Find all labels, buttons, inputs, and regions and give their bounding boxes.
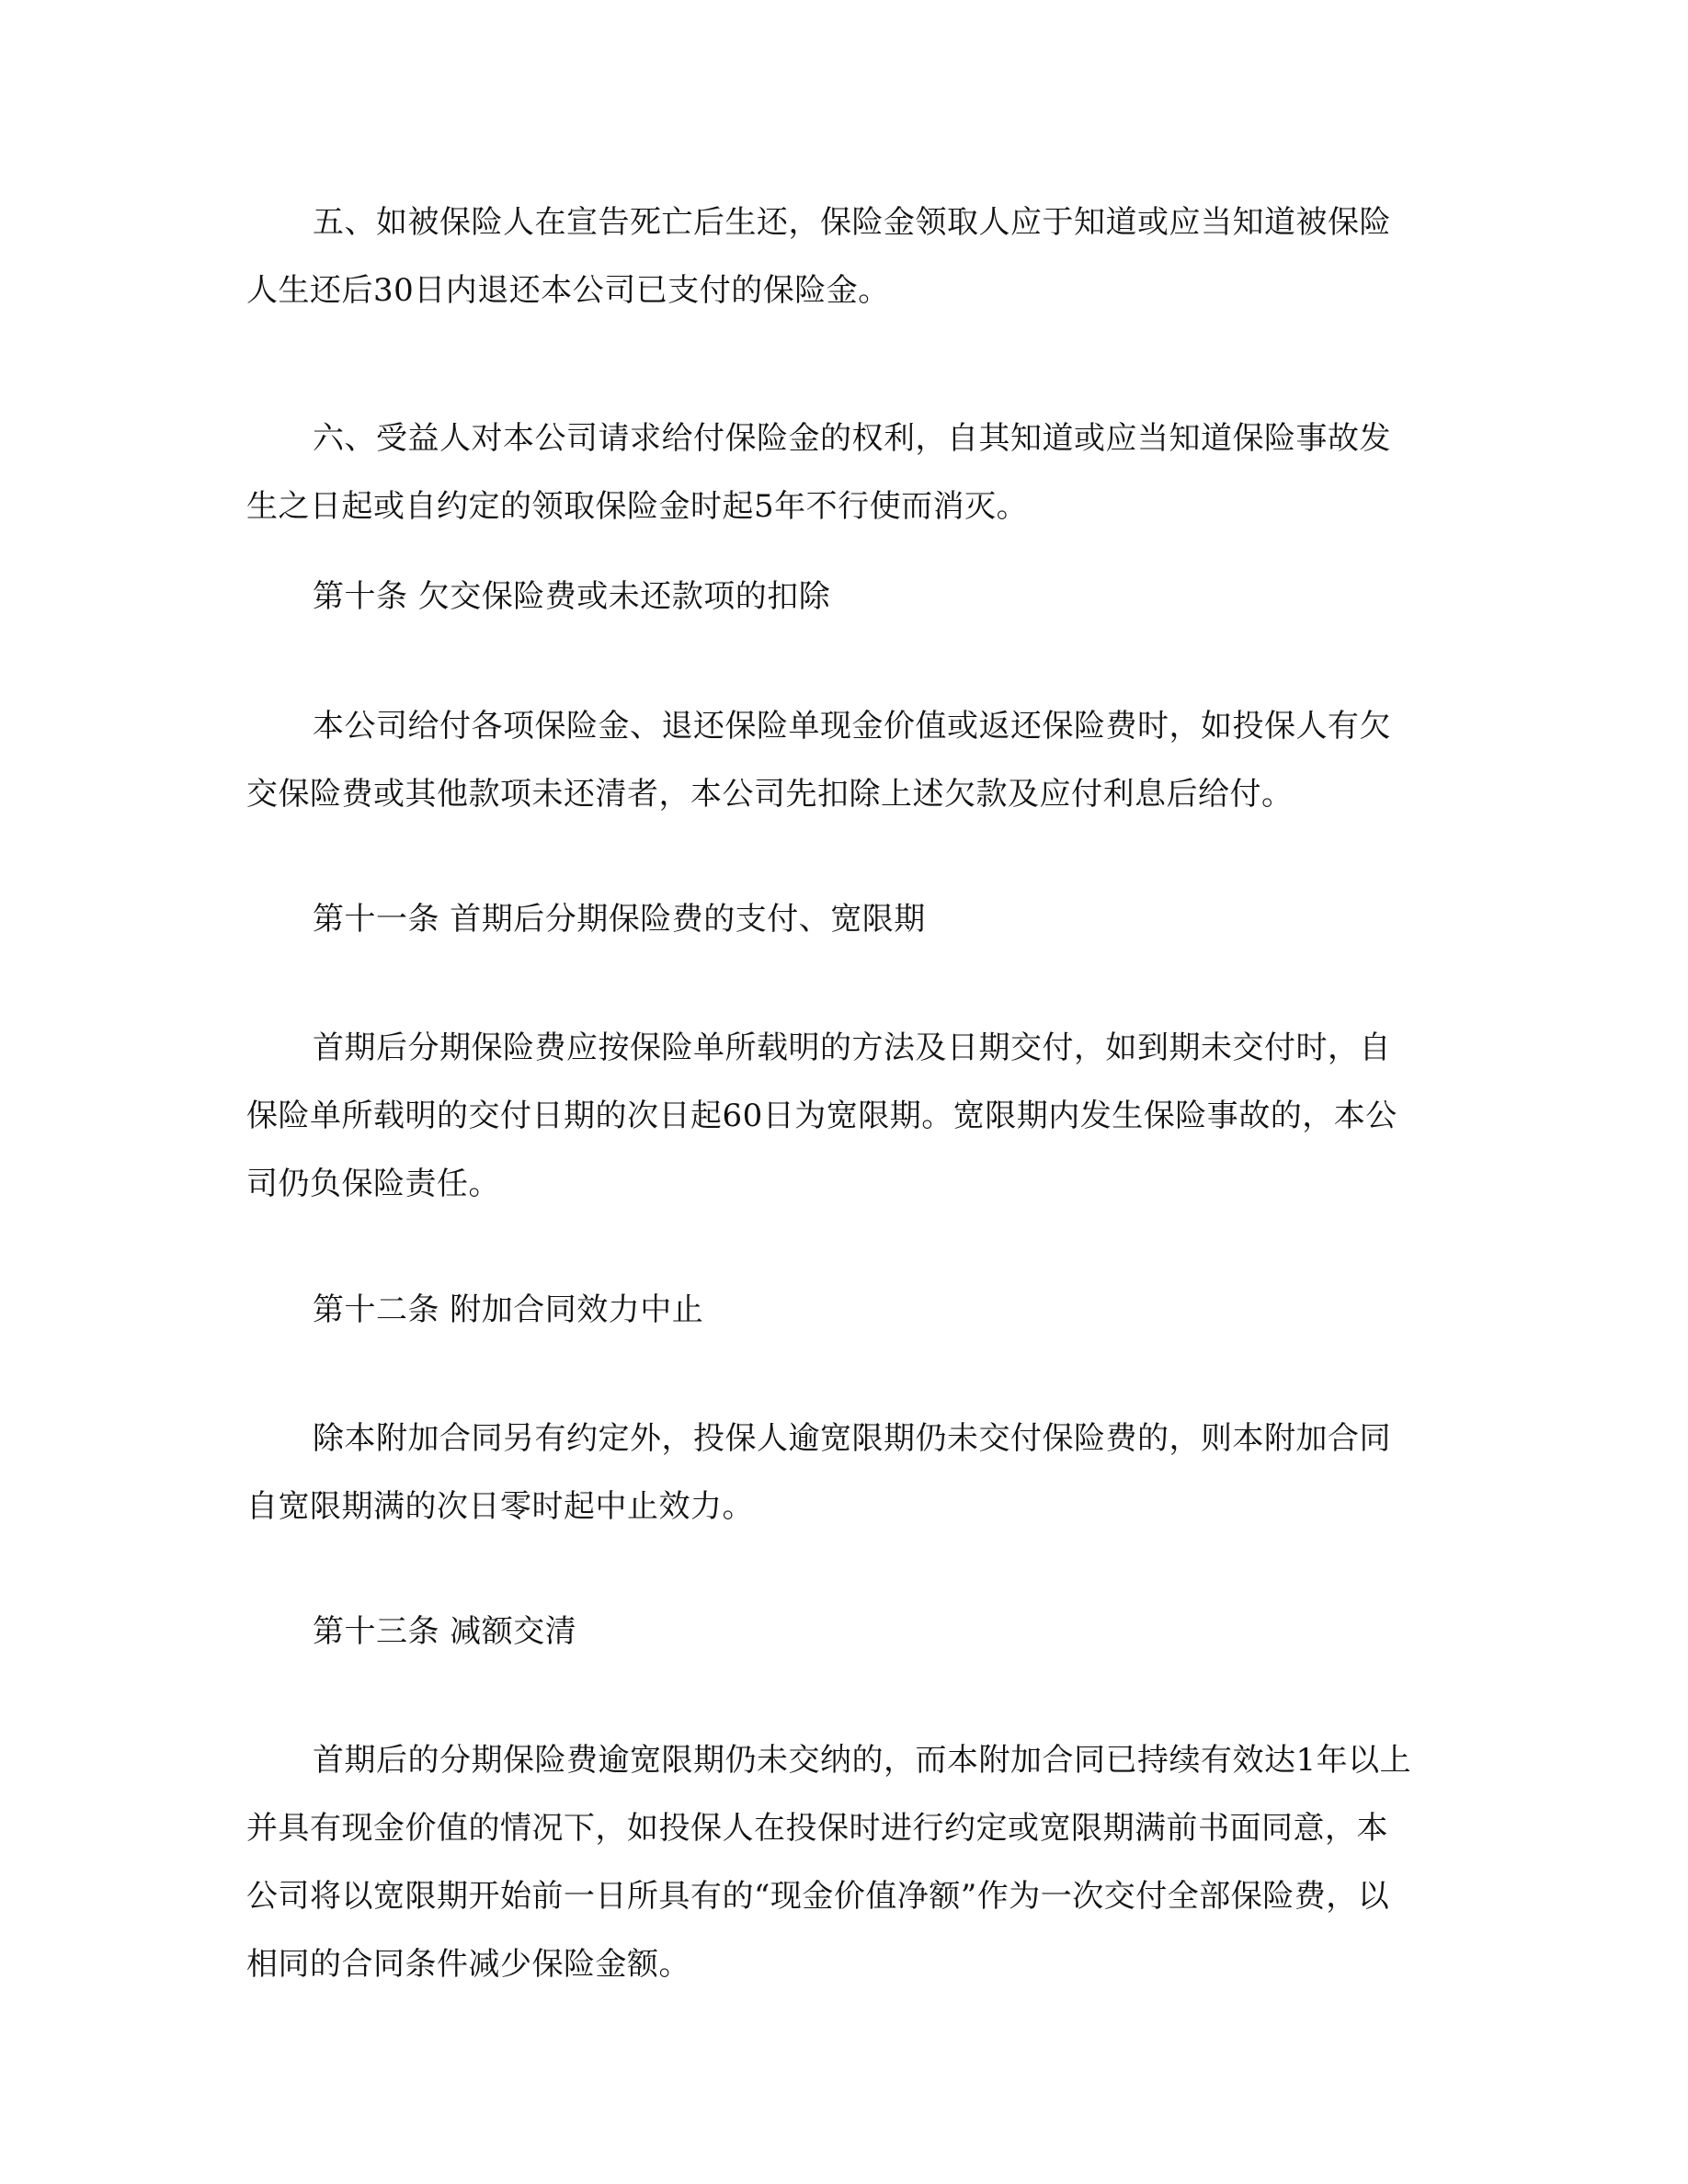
article-12-heading [246, 1276, 1442, 1344]
paragraph-line: 生之日起或自约定的领取保险金时起5年不行使而消灭。 [246, 488, 1029, 525]
paragraph-line: 首期后的分期保险费逾宽限期仍未交纳的，而本附加合同已持续有效达1年以上 [313, 1742, 1412, 1779]
paragraph-line: 相同的合同条件减少保险金额。 [246, 1946, 690, 1983]
paragraph-line: 本公司给付各项保险金、退还保险单现金价值或返还保险费时，如投保人有欠 [313, 708, 1391, 745]
paragraph-item-6 [246, 404, 1442, 540]
paragraph-line: 首期后分期保险费应按保险单所载明的方法及日期交付，如到期未交付时，自 [313, 1029, 1391, 1066]
paragraph-line: 司仍负保险责任。 [246, 1166, 500, 1202]
section-heading: 第十条 欠交保险费或未还款项的扣除 [313, 578, 831, 615]
article-12-body [246, 1405, 1442, 1541]
paragraph-line: 人生还后30日内退还本公司已支付的保险金。 [246, 272, 890, 309]
paragraph-line: 保险单所载明的交付日期的次日起60日为宽限期。宽限期内发生保险事故的，本公 [246, 1098, 1397, 1134]
section-heading: 第十一条 首期后分期保险费的支付、宽限期 [313, 901, 926, 938]
article-13-heading [246, 1598, 1442, 1666]
paragraph-item-5 [246, 188, 1442, 324]
article-10-heading [246, 563, 1442, 631]
article-10-body [246, 692, 1442, 828]
article-11-heading [246, 885, 1442, 953]
section-heading: 第十二条 附加合同效力中止 [313, 1291, 704, 1328]
paragraph-line: 自宽限期满的次日零时起中止效力。 [246, 1488, 754, 1525]
paragraph-line: 五、如被保险人在宣告死亡后生还，保险金领取人应于知道或应当知道被保险 [313, 204, 1391, 241]
paragraph-line: 公司将以宽限期开始前一日所具有的“现金价值净额”作为一次交付全部保险费，以 [246, 1878, 1390, 1915]
section-heading: 第十三条 减额交清 [313, 1613, 577, 1650]
article-13-body [246, 1726, 1442, 1998]
paragraph-line: 除本附加合同另有约定外，投保人逾宽限期仍未交付保险费的，则本附加合同 [313, 1420, 1391, 1457]
paragraph-line: 交保险费或其他款项未还清者，本公司先扣除上述欠款及应付利息后给付。 [246, 776, 1294, 813]
paragraph-line: 并具有现金价值的情况下，如投保人在投保时进行约定或宽限期满前书面同意，本 [246, 1810, 1388, 1847]
paragraph-line: 六、受益人对本公司请求给付保险金的权利，自其知道或应当知道保险事故发 [313, 420, 1391, 457]
article-11-body [246, 1014, 1442, 1218]
